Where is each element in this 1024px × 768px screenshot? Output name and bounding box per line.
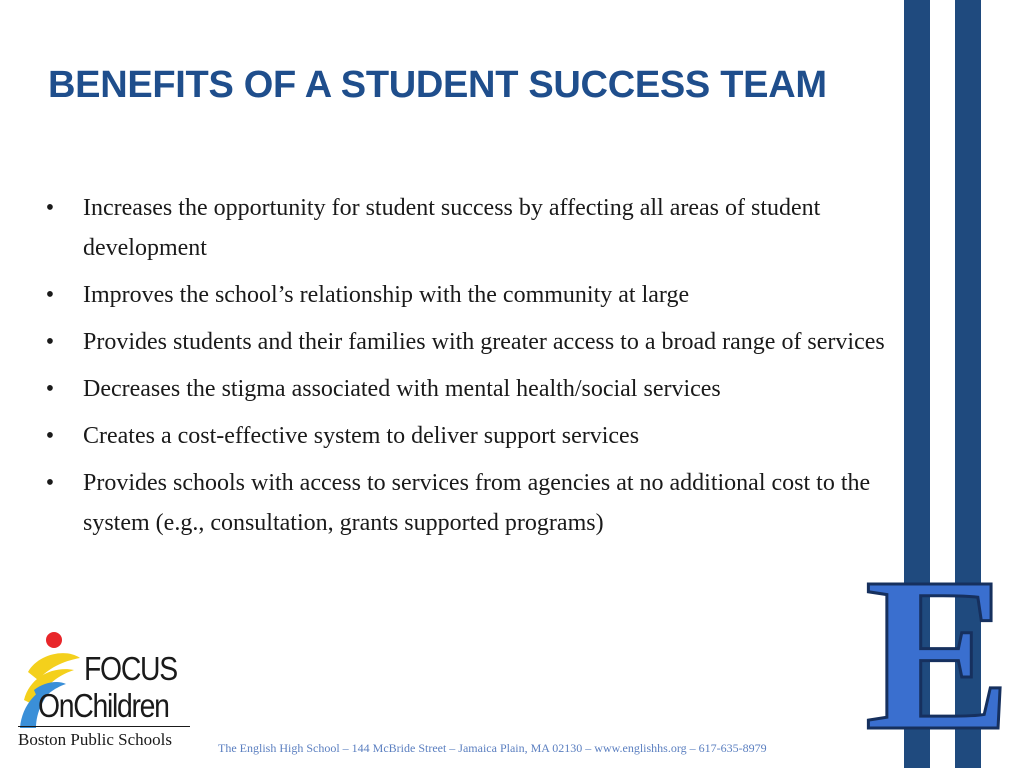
bullet-text: Decreases the stigma associated with mental health/social services: [83, 376, 721, 402]
logo-text-boston-public-schools: Boston Public Schools: [18, 730, 172, 749]
footer-contact: The English High School – 144 McBride Street – Jamaica Plain, MA 02130 – www.englishhs.org – 617-635-8979: [218, 741, 767, 755]
bullet-marker: •: [45, 195, 55, 221]
bullet-marker: •: [45, 376, 55, 402]
bullet-item: [40, 416, 900, 456]
bullet-marker: •: [45, 470, 55, 496]
bullet-text: Provides schools with access to services from agencies at no additional cost to the system (e.g., consultation, grants supported programs): [83, 470, 871, 536]
bullet-text: Creates a cost-effective system to deliver support services: [83, 423, 640, 449]
logo-text-on-children: OnChildren: [38, 687, 169, 724]
bullet-list: [40, 188, 900, 550]
logo-divider: [18, 726, 190, 727]
bullet-text: Improves the school’s relationship with the community at large: [83, 282, 690, 308]
bullet-item: [40, 322, 900, 362]
school-letter-e-logo: [858, 558, 1018, 738]
bullet-marker: •: [45, 329, 55, 355]
bullet-item: [40, 188, 900, 268]
slide-title: BENEFITS OF A STUDENT SUCCESS TEAM: [48, 64, 827, 106]
bullet-item: [40, 463, 900, 543]
letter-e-glyph: E: [864, 558, 1012, 738]
bullet-item: [40, 275, 900, 315]
bullet-marker: •: [45, 423, 55, 449]
bullet-marker: •: [45, 282, 55, 308]
bullet-text: Increases the opportunity for student success by affecting all areas of student development: [83, 195, 821, 261]
bullet-text: Provides students and their families with greater access to a broad range of services: [83, 329, 885, 355]
logo-text-focus: FOCUS: [84, 650, 177, 687]
bullet-item: [40, 369, 900, 409]
